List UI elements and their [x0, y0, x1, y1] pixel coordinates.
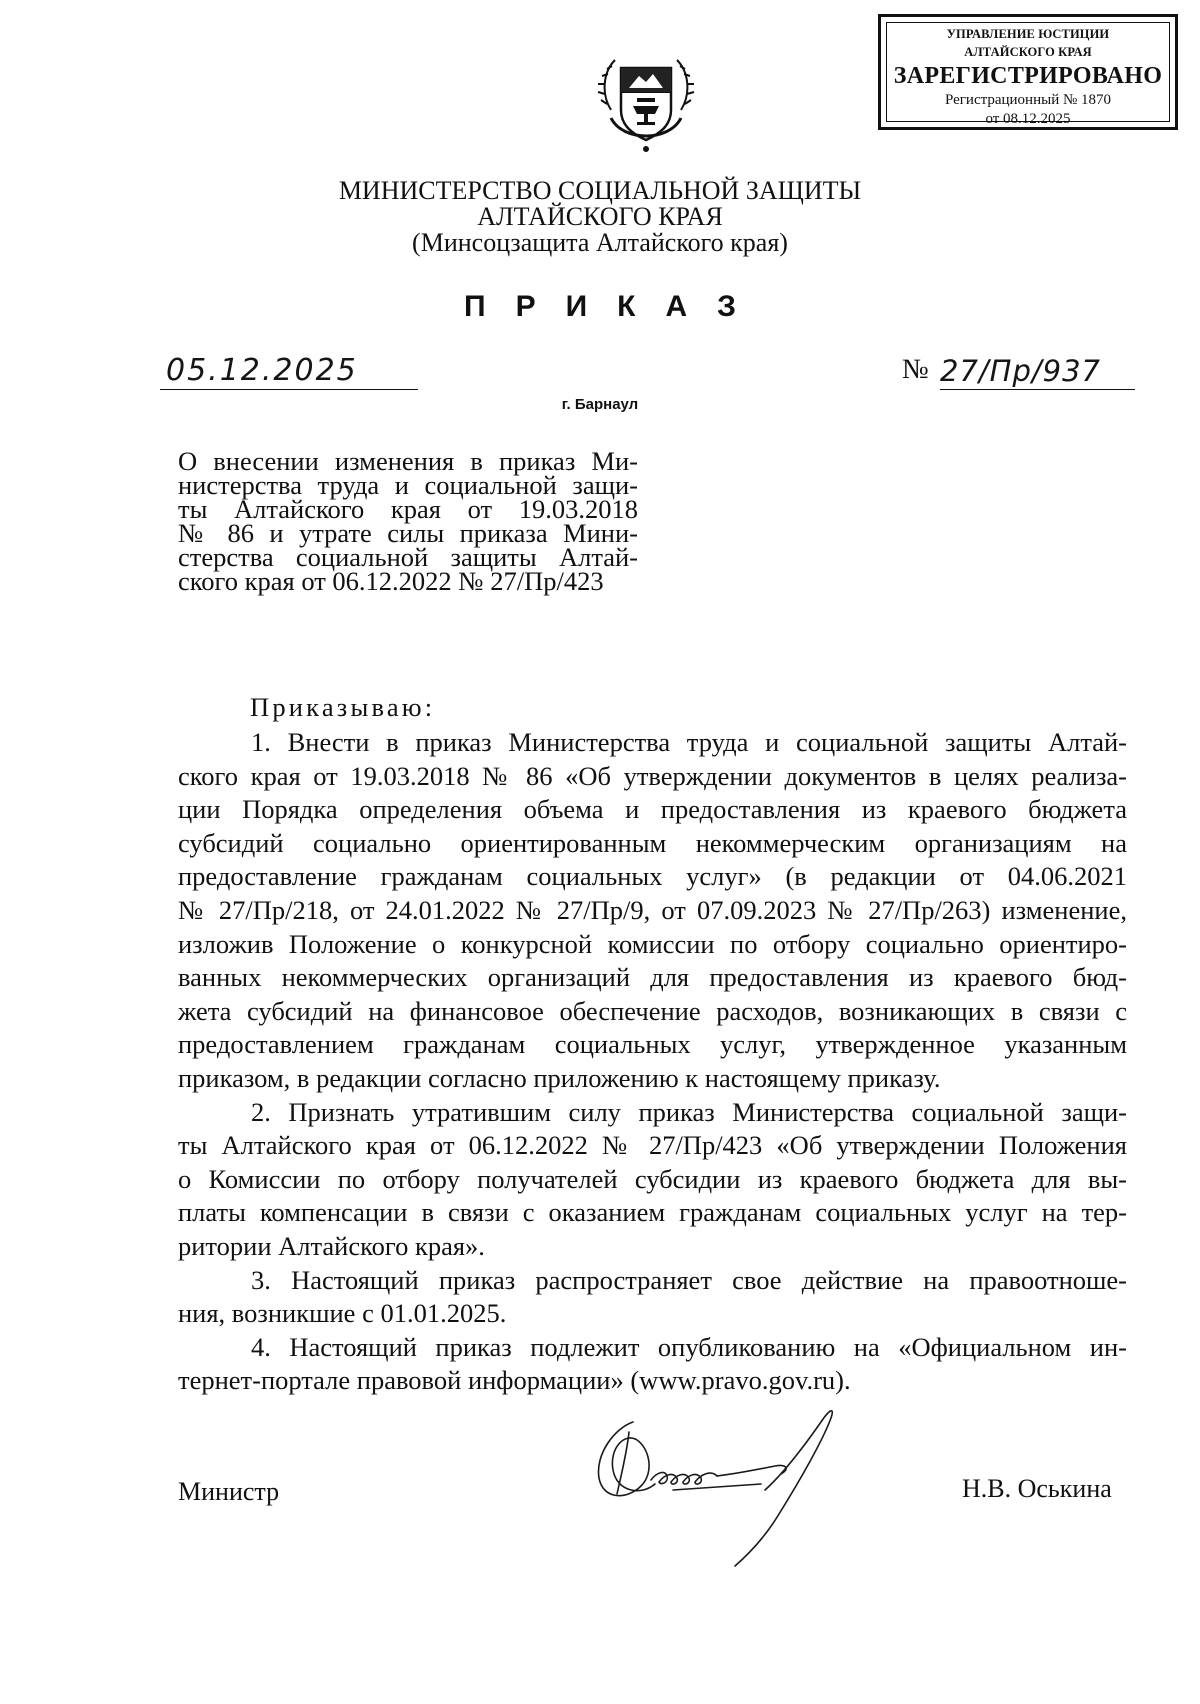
body-line: жета субсидий на финансовое обеспечение расходов, возникающих в связи с [178, 995, 1127, 1026]
stamp-org-line2: АЛТАЙСКОГО КРАЯ [964, 45, 1092, 59]
date-underline [160, 389, 418, 390]
ministry-name-line2: АЛТАЙСКОГО КРАЯ [477, 202, 723, 231]
signer-name: Н.В. Оськина [962, 1474, 1112, 1503]
stamp-title: ЗАРЕГИСТРИРОВАНО [893, 63, 1163, 89]
order-date: 05.12.2025 [166, 353, 358, 388]
body-line: 2. Признать утратившим силу приказ Министерства социальной защи- [251, 1096, 1127, 1127]
subject-line: стерства социальной защиты Алтай- [178, 542, 638, 572]
number-sign: № [902, 354, 929, 385]
subject-line: нистерства труда и социальной защи- [178, 470, 638, 500]
body-line: № 27/Пр/218, от 24.01.2022 № 27/Пр/9, от 07.09.2023 № 27/Пр/263) изменение, [178, 894, 1127, 925]
ministry-name-line1: МИНИСТЕРСТВО СОЦИАЛЬНОЙ ЗАЩИТЫ [338, 176, 862, 205]
body-line: ритории Алтайского края». [178, 1230, 485, 1261]
body-line: платы компенсации в связи с оказанием гражданам социальных услуг на тер- [178, 1197, 1127, 1228]
body-line: ского края от 19.03.2018 № 86 «Об утверждении документов в целях реализа- [178, 760, 1127, 791]
order-subject [178, 446, 638, 596]
registration-stamp [878, 14, 1178, 130]
stamp-reg-date: от 08.12.2025 [985, 111, 1071, 127]
body-line: 3. Настоящий приказ распространяет свое действие на правоотноше- [251, 1264, 1127, 1295]
stamp-inner-frame [886, 22, 1170, 127]
number-underline [940, 389, 1135, 390]
subject-line: ты Алтайского края от 19.03.2018 [178, 494, 638, 524]
body-line: приказом, в редакции согласно приложению к настоящему приказу. [178, 1062, 941, 1093]
subject-line: О внесении изменения в приказ Ми- [178, 446, 638, 476]
body-line: 4. Настоящий приказ подлежит опубликованию на «Официальном ин- [251, 1331, 1127, 1362]
body-line: субсидий социально ориентированным некоммерческим организациям на [178, 827, 1127, 858]
order-body [178, 726, 1127, 1398]
body-line: ния, возникшие с 01.01.2025. [178, 1298, 507, 1329]
city-label: г. Барнаул [561, 396, 639, 413]
stamp-org-line1: УПРАВЛЕНИЕ ЮСТИЦИИ [946, 27, 1110, 41]
body-line: о Комиссии по отбору получателей субсидии из краевого бюджета для вы- [178, 1163, 1127, 1194]
body-line: ты Алтайского края от 06.12.2022 № 27/Пр/423 «Об утверждении Положения [178, 1130, 1127, 1161]
body-line: ции Порядка определения объема и предоставления из краевого бюджета [178, 794, 1127, 825]
document-type-title: ПРИКАЗ [464, 290, 766, 323]
ministry-header [300, 178, 900, 256]
body-line: 1. Внести в приказ Министерства труда и социальной защиты Алтай- [251, 727, 1127, 757]
altai-krai-coat-of-arms-icon [593, 48, 699, 154]
body-line: тернет-портале правовой информации» (www.pravo.gov.ru). [178, 1365, 851, 1396]
handwritten-signature [585, 1392, 880, 1572]
body-line: предоставление гражданам социальных услуг» (в редакции от 04.06.2021 [178, 861, 1127, 892]
body-line: изложив Положение о конкурсной комиссии по отбору социально ориентиро- [178, 928, 1127, 959]
stamp-reg-number: Регистрационный № 1870 [944, 92, 1112, 108]
body-line: предоставлением гражданам социальных услуг, утвержденное указанным [178, 1029, 1127, 1060]
subject-line: № 86 и утрате силы приказа Мини- [178, 518, 638, 548]
orders-word: Приказываю: [250, 692, 436, 722]
order-number: 27/Пр/937 [940, 354, 1102, 388]
signer-position: Министр [178, 1477, 280, 1506]
ministry-short-name: (Минсоцзащита Алтайского края) [412, 228, 788, 257]
subject-line: ского края от 06.12.2022 № 27/Пр/423 [178, 566, 604, 596]
body-line: ванных некоммерческих организаций для предоставления из краевого бюд- [178, 962, 1127, 993]
